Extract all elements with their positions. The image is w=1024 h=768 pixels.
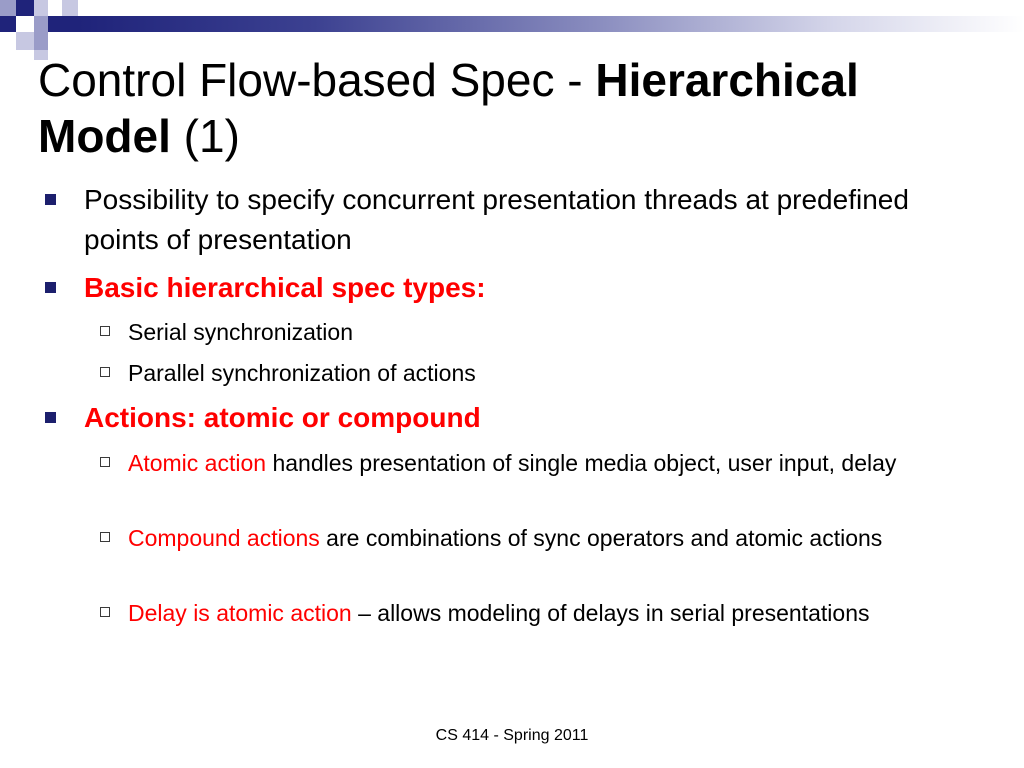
bullet-basic-spec-types: [84, 268, 964, 308]
footer-text: CS 414 - Spring 2011: [435, 727, 589, 744]
deco-square: [34, 32, 48, 50]
slide-footer: [0, 727, 1024, 745]
hollow-square-bullet-icon: [100, 367, 110, 377]
sub-bullet-text: Serial synchronization: [128, 319, 354, 345]
header-gradient-bar: [78, 16, 1024, 32]
sub-bullet-atomic-action: [128, 446, 948, 480]
title-suffix-text: (1): [170, 110, 240, 162]
hollow-square-bullet-icon: [100, 326, 110, 336]
bullet-text: Possibility to specify concurrent presentation threads at predefined points of presentation: [84, 184, 909, 255]
square-bullet-icon: [45, 412, 56, 423]
deco-square: [34, 0, 48, 16]
hollow-square-bullet-icon: [100, 457, 110, 467]
deco-square: [34, 16, 48, 32]
square-bullet-icon: [45, 282, 56, 293]
title-bold-text: Hierarchical Model: [38, 54, 859, 162]
sub-bullet-parallel-sync: [128, 356, 948, 390]
sub-bullet-text: are combinations of sync operators and atomic actions: [319, 525, 883, 551]
bullet-actions: [84, 398, 964, 438]
deco-square: [16, 32, 34, 50]
deco-square: [16, 0, 34, 16]
title-regular-text: Control Flow-based Spec -: [38, 54, 596, 106]
bullet-text: Basic hierarchical spec types:: [84, 272, 486, 303]
deco-square: [0, 0, 16, 16]
deco-square: [48, 16, 78, 32]
highlight-text: Delay is atomic action: [128, 600, 352, 626]
highlight-text: Compound actions: [128, 525, 320, 551]
slide-title: [38, 52, 998, 164]
sub-bullet-delay-atomic: [128, 596, 948, 630]
sub-bullet-text: – allows modeling of delays in serial presentations: [351, 600, 870, 626]
sub-bullet-serial-sync: [128, 315, 948, 349]
highlight-text: Atomic action: [128, 450, 267, 476]
sub-bullet-text: handles presentation of single media object, user input, delay: [266, 450, 897, 476]
bullet-text: Actions: atomic or compound: [84, 402, 481, 433]
sub-bullet-compound-actions: [128, 521, 948, 555]
deco-square: [62, 0, 78, 16]
hollow-square-bullet-icon: [100, 607, 110, 617]
square-bullet-icon: [45, 194, 56, 205]
sub-bullet-text: Parallel synchronization of actions: [128, 360, 476, 386]
bullet-concurrent-threads: [84, 180, 964, 260]
deco-square: [0, 50, 16, 60]
hollow-square-bullet-icon: [100, 532, 110, 542]
deco-square: [0, 16, 16, 32]
